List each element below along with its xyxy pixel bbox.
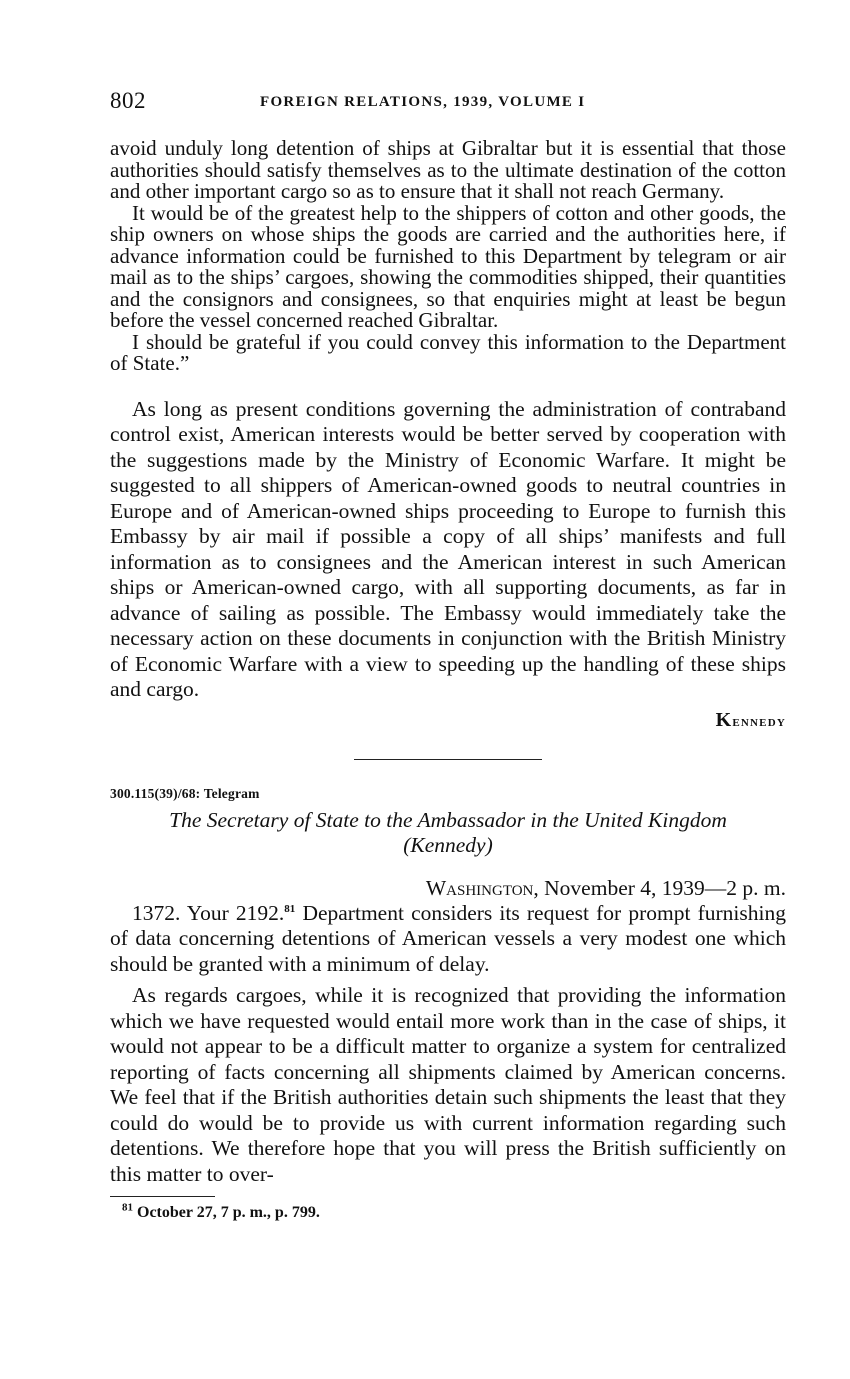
section-divider xyxy=(354,759,542,760)
footnote-rule xyxy=(110,1196,215,1197)
dateline xyxy=(110,876,786,901)
signature: Kennedy xyxy=(715,708,786,731)
footnote-reference[interactable]: 81 xyxy=(284,902,296,915)
telegram-paragraph: 1372. Your 2192.81 Department considers its request for prompt furnishing of data concerning detentions of American vessels a very modest one which should be granted with a minimum of delay. xyxy=(110,900,786,976)
quoted-letter xyxy=(110,138,786,375)
footnote-mark: 81 xyxy=(122,1201,133,1214)
document-title-line: (Kennedy) xyxy=(403,832,493,857)
body-paragraph: As long as present conditions governing the administration of contraband control exist, American interests would be better served by cooperation with the suggestions made by the Ministry of Economic Warfare. It might be suggested to all shippers of American-owned goods to neutral countries in Europe and of American-owned ships proceeding to Europe to furnish this Embassy by air mail if possible a copy of all ships’ manifests and full information as to consignees and the American interest in such American ships or American-owned cargo, with all supporting documents, as far in advance of sailing as possible. The Embassy would immediately take the necessary action on these documents in conjunction with the British Ministry of Economic Warfare with a view to speeding up the handling of these ships and cargo. xyxy=(110,396,786,701)
telegram-body xyxy=(110,901,786,1188)
document-title-line: The Secretary of State to the Ambassador in the United Kingdom xyxy=(169,807,727,832)
footnote: $^{81}$ October 27, 7 p. m., p. 799. xyxy=(122,1201,320,1221)
quote-paragraph: avoid unduly long detention of ships at Gibraltar but it is essential that those authorities should satisfy themselves as to the ultimate destination of the cotton and other important cargo so as to ensure that it shall not reach Germany. xyxy=(110,136,786,203)
file-reference: 300.115(39)/68: Telegram xyxy=(110,785,260,801)
document-title xyxy=(110,808,786,858)
quote-paragraph: I should be grateful if you could convey this information to the Department of State.” xyxy=(110,329,786,375)
running-header xyxy=(110,88,786,122)
dateline-place: Washington, xyxy=(425,875,539,900)
document-page xyxy=(110,88,786,1222)
page-number: 802 xyxy=(110,88,146,113)
quote-paragraph: It would be of the greatest help to the shippers of cotton and other goods, the ship owners on whose ships the goods are carried and the authorities here, if advance information could be furnished to this Department by telegram or air mail as to the ships’ cargoes, showing the commodities shipped, their quantities and the consignors and consignees, so that enquiries might at least be begun before the vessel concerned reached Gibraltar. xyxy=(110,200,786,332)
running-title: FOREIGN RELATIONS, 1939, VOLUME I xyxy=(260,94,586,110)
telegram-paragraph: As regards cargoes, while it is recognized that providing the information which we have requested would entail more work than in the case of ships, it would not appear to be a difficult matter to organize a system for centralized reporting of facts concerning all shipments claimed by American concerns. We feel that if the British authorities detain such shipments the least that they could do would be to provide us with current information regarding such detentions. We therefore hope that you will press the British sufficiently on this matter to over- xyxy=(110,983,786,1186)
dateline-date: November 4, 1939—2 p. m. xyxy=(544,875,786,900)
